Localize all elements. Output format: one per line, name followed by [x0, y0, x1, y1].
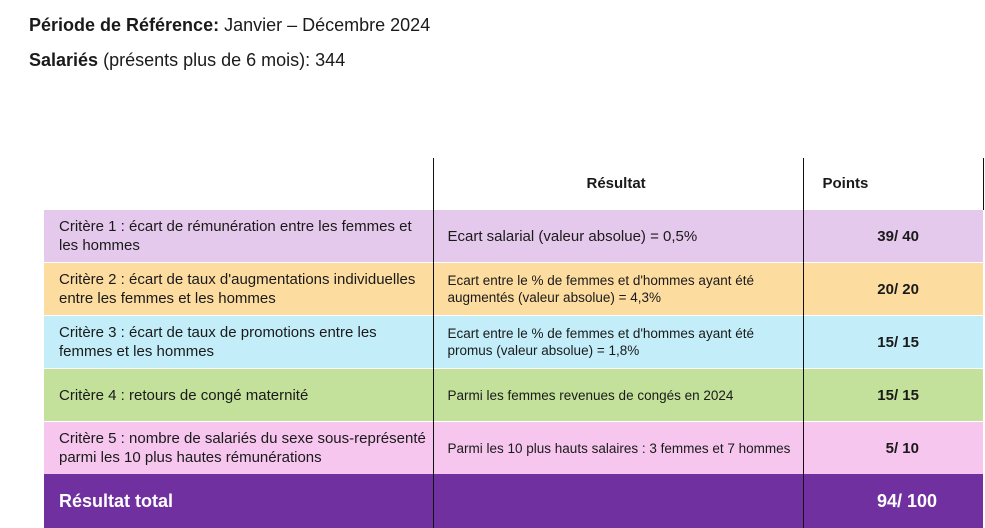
employees-value: (présents plus de 6 mois): 344: [103, 50, 346, 70]
criterion-cell: Critère 2 : écart de taux d'augmentations individuelles entre les femmes et les hommes: [44, 263, 433, 316]
table-row: [44, 369, 983, 422]
criterion-cell: Critère 3 : écart de taux de promotions entre les femmes et les hommes: [44, 316, 433, 369]
result-cell: Parmi les 10 plus hauts salaires : 3 femmes et 7 hommes: [433, 422, 803, 475]
total-row: [44, 474, 983, 528]
total-label: Résultat total: [44, 474, 433, 528]
table-header-row: [44, 158, 983, 210]
header-points: Points: [803, 158, 983, 210]
table-row: [44, 210, 983, 263]
points-cell: 39/ 40: [803, 210, 983, 263]
criterion-cell: Critère 5 : nombre de salariés du sexe sous-représenté parmi les 10 plus hautes rémunérations: [44, 422, 433, 475]
reference-period-value: Janvier – Décembre 2024: [224, 15, 431, 35]
total-points: 94/ 100: [803, 474, 983, 528]
total-result: [433, 474, 803, 528]
reference-period-label: Période de Référence:: [29, 15, 220, 35]
criterion-cell: Critère 4 : retours de congé maternité: [44, 369, 433, 422]
table-row: [44, 263, 983, 316]
points-cell: 15/ 15: [803, 369, 983, 422]
result-cell: Ecart salarial (valeur absolue) = 0,5%: [433, 210, 803, 263]
result-cell: Parmi les femmes revenues de congés en 2024: [433, 369, 803, 422]
employees-label: Salariés: [29, 50, 99, 70]
points-cell: 15/ 15: [803, 316, 983, 369]
employees-line: [29, 49, 345, 71]
header-result: Résultat: [433, 158, 803, 210]
criterion-cell: Critère 1 : écart de rémunération entre les femmes et les hommes: [44, 210, 433, 263]
table-row: [44, 316, 983, 369]
table-row: [44, 422, 983, 475]
result-cell: Ecart entre le % de femmes et d'hommes ayant été promus (valeur absolue) = 1,8%: [433, 316, 803, 369]
points-cell: 5/ 10: [803, 422, 983, 475]
result-cell: Ecart entre le % de femmes et d'hommes ayant été augmentés (valeur absolue) = 4,3%: [433, 263, 803, 316]
equality-index-table: [44, 158, 984, 528]
points-cell: 20/ 20: [803, 263, 983, 316]
header-criterion: [44, 158, 433, 210]
reference-period-line: [29, 14, 430, 36]
